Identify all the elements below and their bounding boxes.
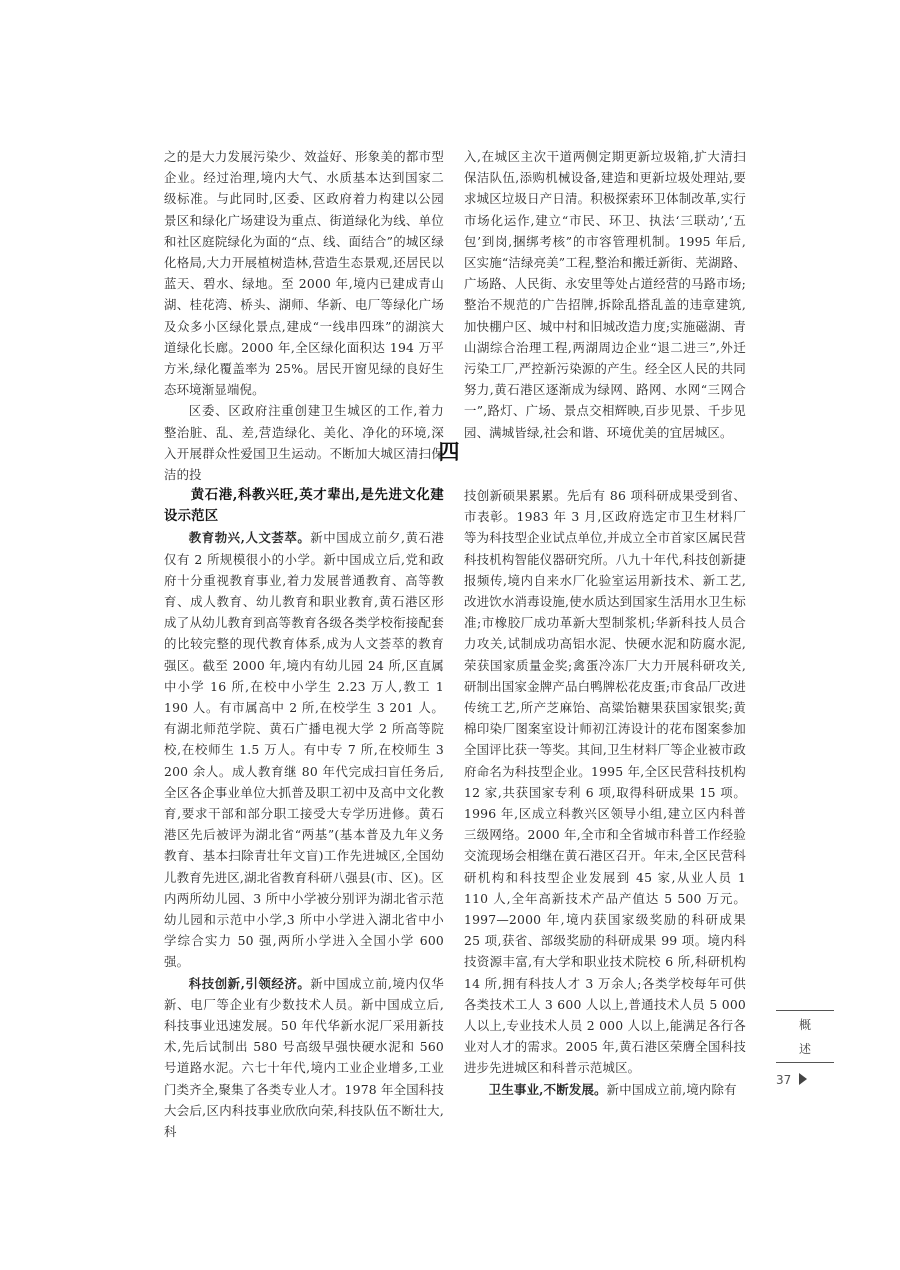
technology-paragraph-continued: 技创新硕果累累。先后有 86 项科研成果受到省、市表彰。1983 年 3 月,区政府选定市卫生材料厂等为科技型企业试点单位,并成立全市首家区属民营科技机构智能仪器研究所。八九十年代,科技创新捷报频传,境内自来水厂化验室运用新技术、新工艺,改进饮水消毒设施,使水质达到国家生活用水卫生标准;市橡胶厂成功革新大型制浆机;华新科技人员合力攻关,试制成功高铝水泥、快硬水泥和防腐水泥,荣获国家质量金奖;禽蛋冷冻厂大力开展科研攻关,研制出国家金牌产品白鸭牌松花皮蛋;市食品厂改进传统工艺,所产芝麻饴、高粱饴糖果获国家银奖;黄棉印染厂图案室设计师初江涛设计的花布图案参加全国评比获一等奖。其间,卫生材料厂等企业被市政府命名为科技型企业。1995 年,全区民营科技机构 12 家,共获国家专利 6 项,取得科研成果 15 项。1996 年,区成立科教兴区领导小组,建立区内科普三级网络。2000 年,全市和全省城市科普工作经验交流现场会相继在黄石港区召开。年末,全区民营科研机构和科技型企业发展到 45 家,从业人员 1 110 人,全年高新技术产品产值达 5 500 万元。1997—2000 年,境内获国家级奖励的科研成果 25 项,获省、部级奖励的科研成果 99 项。境内科技资源丰富,有大学和职业技术院校 6 所,科研机构 14 所,拥有科技人才 3 万余人;各类学校每年可供各类技术工人 3 600 人以上,普通技术人员 5 000 人以上,专业技术人员 2 000 人以上,能满足各行各业对人才的需求。2005 年,黄石港区荣膺全国科技进步先进城区和科普示范城区。 — [464, 488, 746, 1076]
education-body: 新中国成立前夕,黄石港仅有 2 所规模很小的小学。新中国成立后,党和政府十分重视教育事业,着力发展普通教育、高等教育、成人教育、幼儿教育和职业教育,黄石港区形成了从幼儿教育到高等教育各级各类学校衔接配套的比较完整的现代教育体系,成为人文荟萃的教育强区。截至 2000 年,境内有幼儿园 24 所,区直属中小学 16 所,在校中小学生 2.23 万人,教工 1 190 人。有市属高中 2 所,在校学生 3 201 人。有湖北师范学院、黄石广播电视大学 2 所高等院校,在校师生 1.5 万人。有中专 7 所,在校师生 3 200 余人。成人教育继 80 年代完成扫盲任务后,全区各企事业单位大抓普及职工初中及高中文化教育,要求干部和部分职工接受大专学历进修。黄石港区先后被评为湖北省“两基”(基本普及九年义务教育、基本扫除青壮年文盲)工作先进城区,全国幼儿教育先进区,湖北省教育科研八强县(市、区)。区内两所幼儿园、3 所中小学被分别评为湖北省示范幼儿园和示范中小学,3 所中小学进入湖北省中小学综合实力 50 强,两所小学进入全国小学 600 强。 — [164, 530, 444, 970]
section-numeral: 四 — [438, 439, 462, 464]
top-left-column — [164, 146, 444, 485]
bottom-left-column — [164, 485, 444, 1142]
health-body: 新中国成立前,境内除有 — [606, 1081, 737, 1097]
side-tab-char-2: 述 — [798, 1042, 811, 1056]
side-tab-char-1: 概 — [798, 1018, 811, 1032]
health-paragraph — [464, 1079, 746, 1100]
side-tab-top-rule — [776, 1010, 834, 1011]
sanitation-paragraph-start: 区委、区政府注重创建卫生城区的工作,着力整治脏、乱、差,营造绿化、美化、净化的环境,深入开展群众性爱国卫生运动。不断加大城区清扫保洁的投 — [164, 403, 444, 483]
technology-paragraph — [164, 973, 444, 1143]
sanitation-paragraph-continued: 入,在城区主次干道两侧定期更新垃圾箱,扩大清扫保洁队伍,添购机械设备,建造和更新垃圾处理站,要求城区垃圾日产日清。积极探索环卫体制改革,实行市场化运作,建立“市民、环卫、执法‘三联动’,‘五包’到岗,捆绑考核”的市容管理机制。1995 年后,区实施“洁绿亮美”工程,整治和搬迁新街、芜湖路、广场路、人民街、永安里等处占道经营的马路市场;整治不规范的广告招牌,拆除乱搭乱盖的违章建筑,加快棚户区、城中村和旧城改造力度;实施磁湖、青山湖综合治理工程,两湖周边企业“退二进三”,外迁污染工厂,严控新污染源的产生。经全区人民的共同努力,黄石港区逐渐成为绿网、路网、水网“三网合一”,路灯、广场、景点交相辉映,百步见景、千步见园、满城皆绿,社会和谐、环境优美的宜居城区。 — [464, 149, 746, 440]
education-lead: 教育勃兴,人文荟萃。 — [188, 530, 311, 546]
health-lead: 卫生事业,不断发展。 — [488, 1081, 607, 1097]
greening-paragraph: 之的是大力发展污染少、效益好、形象美的都市型企业。经过治理,境内大气、水质基本达到国家二级标准。与此同时,区委、区政府着力构建以公园景区和绿化广场建设为重点、街道绿化为线、单位和社区庭院绿化为面的“点、线、面结合”的城区绿化格局,大力开展植树造林,营造生态景观,还居民以蓝天、碧水、绿地。至 2000 年,境内已建成青山湖、桂花湾、桥头、湖师、华新、电厂等绿化广场及众多小区绿化景点,建成“一线串四珠”的湖滨大道绿化长廊。2000 年,全区绿化面积达 194 万平方米,绿化覆盖率为 25%。居民开窗见绿的良好生态环境渐显端倪。 — [164, 149, 444, 398]
bottom-right-column — [464, 485, 746, 1100]
page-number-block — [776, 1073, 807, 1087]
page-number: 37 — [776, 1073, 792, 1087]
section-heading: 黄石港,科教兴旺,英才辈出,是先进文化建设示范区 — [164, 487, 444, 525]
top-right-column — [464, 146, 746, 443]
chapter-side-tab — [776, 1010, 834, 1063]
page-arrow-icon — [799, 1073, 807, 1085]
education-paragraph — [164, 527, 444, 972]
technology-lead: 科技创新,引领经济。 — [188, 975, 311, 991]
side-tab-bottom-rule — [776, 1062, 834, 1063]
technology-body: 新中国成立前,境内仅华新、电厂等企业有少数技术人员。新中国成立后,科技事业迅速发展。50 年代华新水泥厂采用新技术,先后试制出 580 号高级早强快硬水泥和 560 号道路水泥。六七十年代,境内工业企业增多,工业门类齐全,聚集了各类专业人才。1978 年全国科技大会后,区内科技事业欣欣向荣,科技队伍不断壮大,科 — [164, 975, 444, 1140]
